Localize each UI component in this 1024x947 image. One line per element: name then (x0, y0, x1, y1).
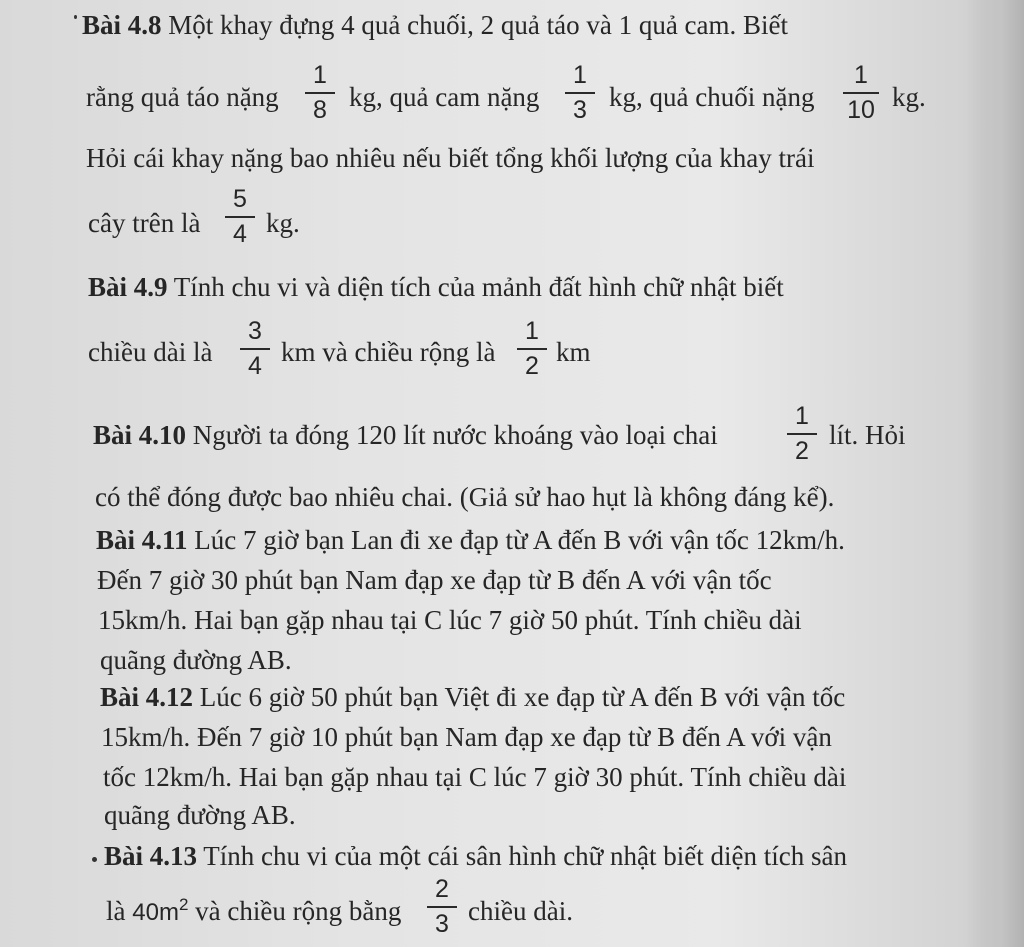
area-value (132, 895, 189, 926)
exercise-4-11-line-2 (97, 565, 772, 595)
text: 15km/h. Đến 7 giờ 10 phút bạn Nam đạp xe đạp từ B đến A với vận (101, 722, 832, 752)
denominator: 10 (847, 96, 875, 124)
text: Một khay đựng 4 quả chuối, 2 quả táo và 1 quả cam. Biết (168, 10, 789, 40)
exercise-label: Bài 4.13 (104, 841, 198, 871)
page-edge-shadow (966, 0, 1024, 947)
text: chiều dài. (468, 896, 573, 926)
numerator: 1 (573, 61, 587, 89)
text: km (556, 337, 591, 367)
text: kg, quả cam nặng (349, 82, 540, 112)
text: là (106, 896, 126, 926)
numerator: 1 (854, 61, 868, 89)
text: Người ta đóng 120 lít nước khoáng vào loại chai (192, 420, 718, 450)
text: Lúc 7 giờ bạn Lan đi xe đạp từ A đến B với vận tốc 12km/h. (194, 525, 845, 555)
exercise-4-11-line-1 (96, 525, 845, 555)
numerator: 2 (435, 875, 449, 903)
denominator: 2 (525, 352, 539, 380)
exercise-4-10-line-1a (93, 420, 718, 450)
denominator: 3 (435, 910, 449, 938)
text: kg. (892, 82, 926, 112)
exercise-label: Bài 4.9 (88, 272, 168, 302)
denominator: 4 (248, 352, 262, 380)
numerator: 1 (795, 402, 809, 430)
exercise-4-8-line-2b (349, 82, 539, 112)
fraction-1-2-bottle (780, 403, 824, 468)
denominator: 3 (573, 96, 587, 124)
numerator: 5 (233, 185, 247, 213)
exercise-4-8-line-2a (86, 82, 279, 112)
text: có thể đóng được bao nhiêu chai. (Giả sử hao hụt là không đáng kể). (95, 482, 835, 512)
margin-mark (92, 857, 97, 862)
fraction-1-8 (298, 62, 342, 127)
fraction-1-10 (839, 62, 883, 127)
exercise-4-9-line-2c (556, 337, 591, 367)
denominator: 4 (233, 220, 247, 248)
area-exponent: 2 (178, 895, 189, 914)
exercise-4-12-line-4 (104, 800, 296, 830)
exercise-4-13-line-2c (468, 896, 573, 926)
exercise-label: Bài 4.11 (96, 525, 188, 555)
text: tốc 12km/h. Hai bạn gặp nhau tại C lúc 7 giờ 30 phút. Tính chiều dài (103, 762, 847, 792)
text: Tính chu vi của một cái sân hình chữ nhật biết diện tích sân (203, 841, 847, 871)
exercise-4-8-line-2d (892, 82, 926, 112)
exercise-4-8-line-2c (609, 82, 814, 112)
text: chiều dài là (88, 337, 213, 367)
text: quãng đường AB. (100, 645, 292, 675)
exercise-4-9-line-2b (281, 337, 495, 367)
denominator: 8 (313, 96, 327, 124)
exercise-4-8-line-4b (266, 208, 300, 238)
text: kg, quả chuối nặng (609, 82, 815, 112)
fraction-1-2 (510, 318, 554, 383)
text: rằng quả táo nặng (86, 82, 279, 112)
exercise-label: Bài 4.10 (93, 420, 187, 450)
text: lít. Hỏi (829, 420, 906, 450)
exercise-4-13-line-1 (104, 841, 847, 871)
exercise-4-8-line-3 (86, 143, 814, 173)
numerator: 3 (248, 317, 262, 345)
fraction-1-3 (558, 62, 602, 127)
text: 15km/h. Hai bạn gặp nhau tại C lúc 7 giờ 50 phút. Tính chiều dài (98, 605, 802, 635)
exercise-4-10-line-2 (95, 482, 834, 512)
exercise-4-12-line-3 (103, 762, 846, 792)
exercise-4-12-line-1 (100, 682, 845, 712)
text: Lúc 6 giờ 50 phút bạn Việt đi xe đạp từ A đến B với vận tốc (199, 682, 846, 712)
exercise-label: Bài 4.8 (82, 10, 162, 40)
fraction-2-3 (420, 876, 464, 941)
numerator: 1 (313, 61, 327, 89)
exercise-label: Bài 4.12 (100, 682, 194, 712)
exercise-4-11-line-4 (100, 645, 292, 675)
text: Hỏi cái khay nặng bao nhiêu nếu biết tổng khối lượng của khay trái (86, 143, 815, 173)
text: Tính chu vi và diện tích của mảnh đất hình chữ nhật biết (173, 272, 784, 302)
fraction-5-4 (218, 186, 262, 251)
numerator: 1 (525, 317, 539, 345)
exercise-4-10-line-1b (829, 420, 906, 450)
text: và chiều rộng bằng (195, 896, 402, 926)
exercise-4-9-line-2a (88, 337, 212, 367)
text: Đến 7 giờ 30 phút bạn Nam đạp xe đạp từ B đến A với vận tốc (97, 565, 772, 595)
text: quãng đường AB. (104, 800, 296, 830)
area-base: 40m (132, 899, 179, 926)
denominator: 2 (795, 437, 809, 465)
exercise-4-12-line-2 (101, 722, 832, 752)
text: km và chiều rộng là (281, 337, 496, 367)
exercise-4-8-line-1 (82, 10, 788, 40)
exercise-4-13-line-2a (106, 896, 401, 930)
fraction-3-4 (233, 318, 277, 383)
margin-mark (74, 15, 77, 19)
exercise-4-9-line-1 (88, 272, 784, 302)
exercise-4-8-line-4a (88, 208, 200, 238)
text: kg. (266, 208, 300, 238)
exercise-4-11-line-3 (98, 605, 802, 635)
text: cây trên là (88, 208, 201, 238)
